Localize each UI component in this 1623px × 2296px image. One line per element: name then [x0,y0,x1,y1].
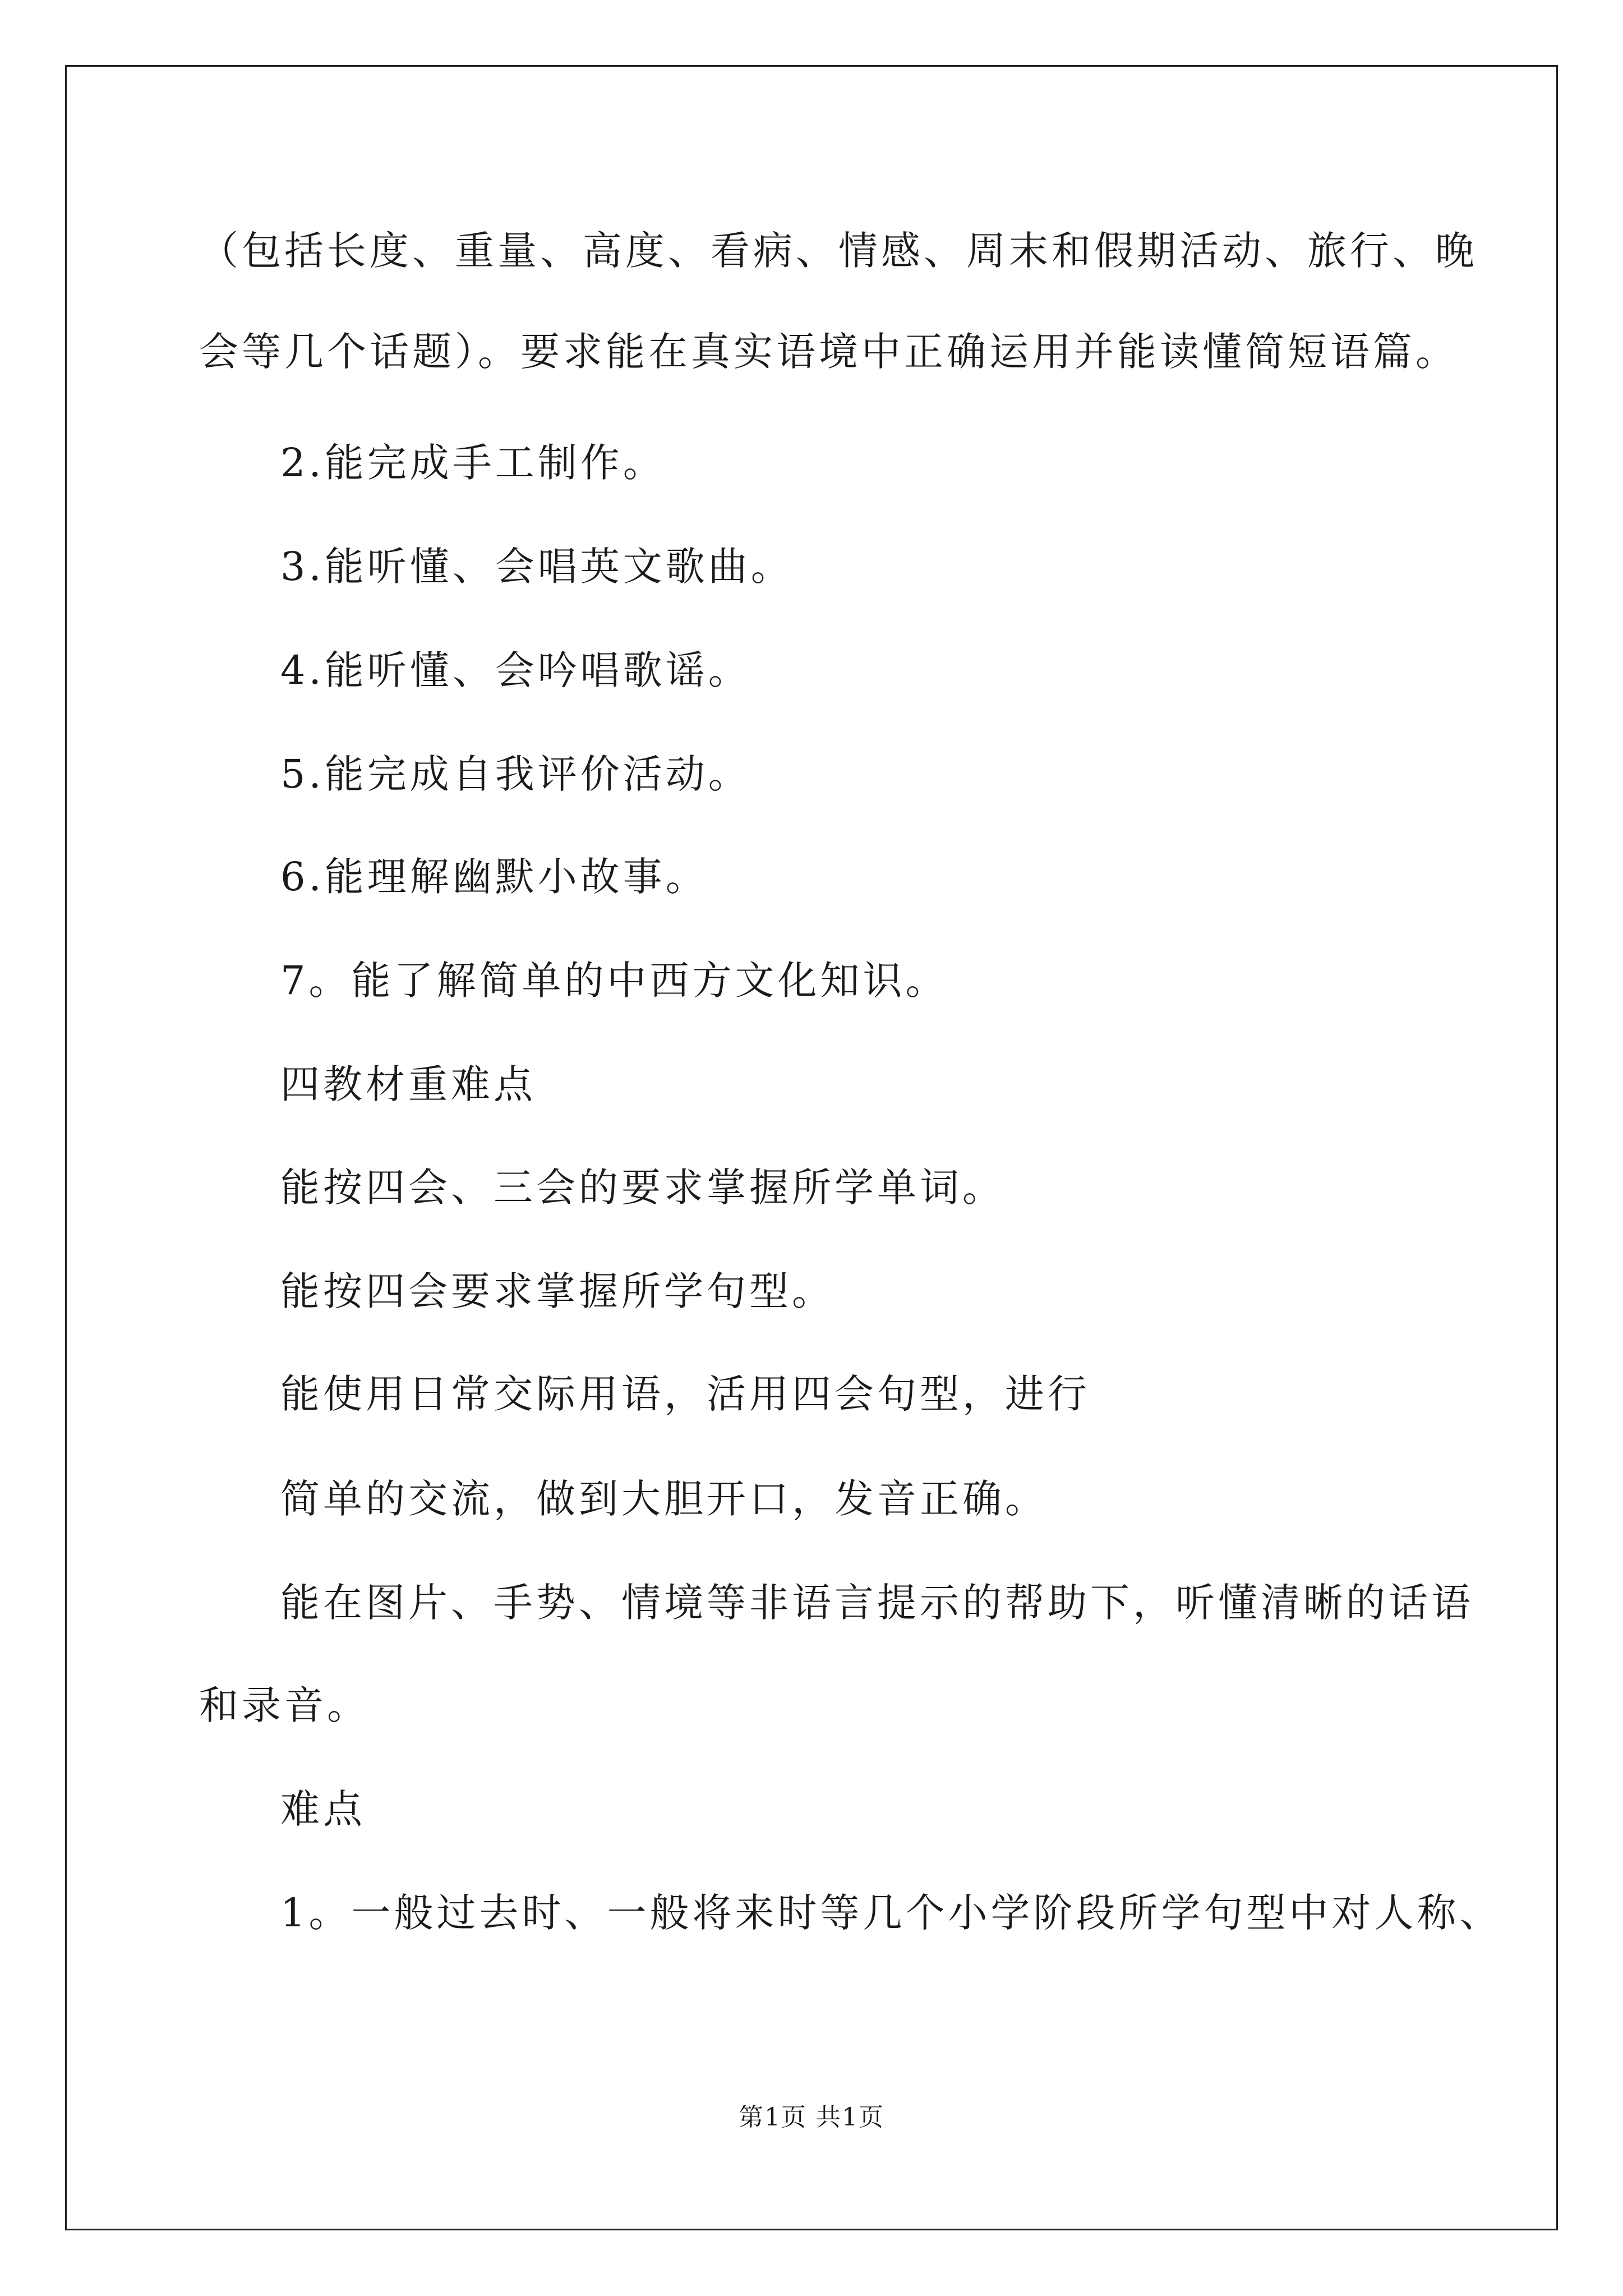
list-item-5: 5.能完成自我评价活动。 [280,751,751,797]
paragraph-line-17: 1。一般过去时、一般将来时等几个小学阶段所学句型中对人称、 [280,1890,1502,1936]
paragraph-line-11: 能按四会要求掌握所学句型。 [280,1268,834,1314]
paragraph-line-13: 简单的交流，做到大胆开口，发音正确。 [280,1476,1048,1522]
paragraph-line-12: 能使用日常交际用语，活用四会句型，进行 [280,1371,1090,1417]
list-item-3: 3.能听懂、会唱英文歌曲。 [280,544,794,590]
paragraph-line-10: 能按四会、三会的要求掌握所学单词。 [280,1165,1005,1211]
page-footer: 第1页 共1页 [739,2103,884,2132]
paragraph-line-2: 会等几个话题）。要求能在真实语境中正确运用并能读懂简短语篇。 [199,329,1458,375]
list-item-2: 2.能完成手工制作。 [280,440,666,486]
list-item-4: 4.能听懂、会吟唱歌谣。 [280,647,751,693]
paragraph-line-15: 和录音。 [199,1682,370,1728]
paragraph-line-1: （包括长度、重量、高度、看病、情感、周末和假期活动、旅行、晚 [199,228,1478,274]
paragraph-line-14: 能在图片、手势、情境等非语言提示的帮助下，听懂清晰的话语 [280,1580,1474,1626]
subheading-difficulty: 难点 [280,1786,366,1832]
list-item-7: 7。能了解简单的中西方文化知识。 [280,958,948,1004]
section-heading: 四教材重难点 [280,1061,536,1107]
list-item-6: 6.能理解幽默小故事。 [280,854,708,900]
